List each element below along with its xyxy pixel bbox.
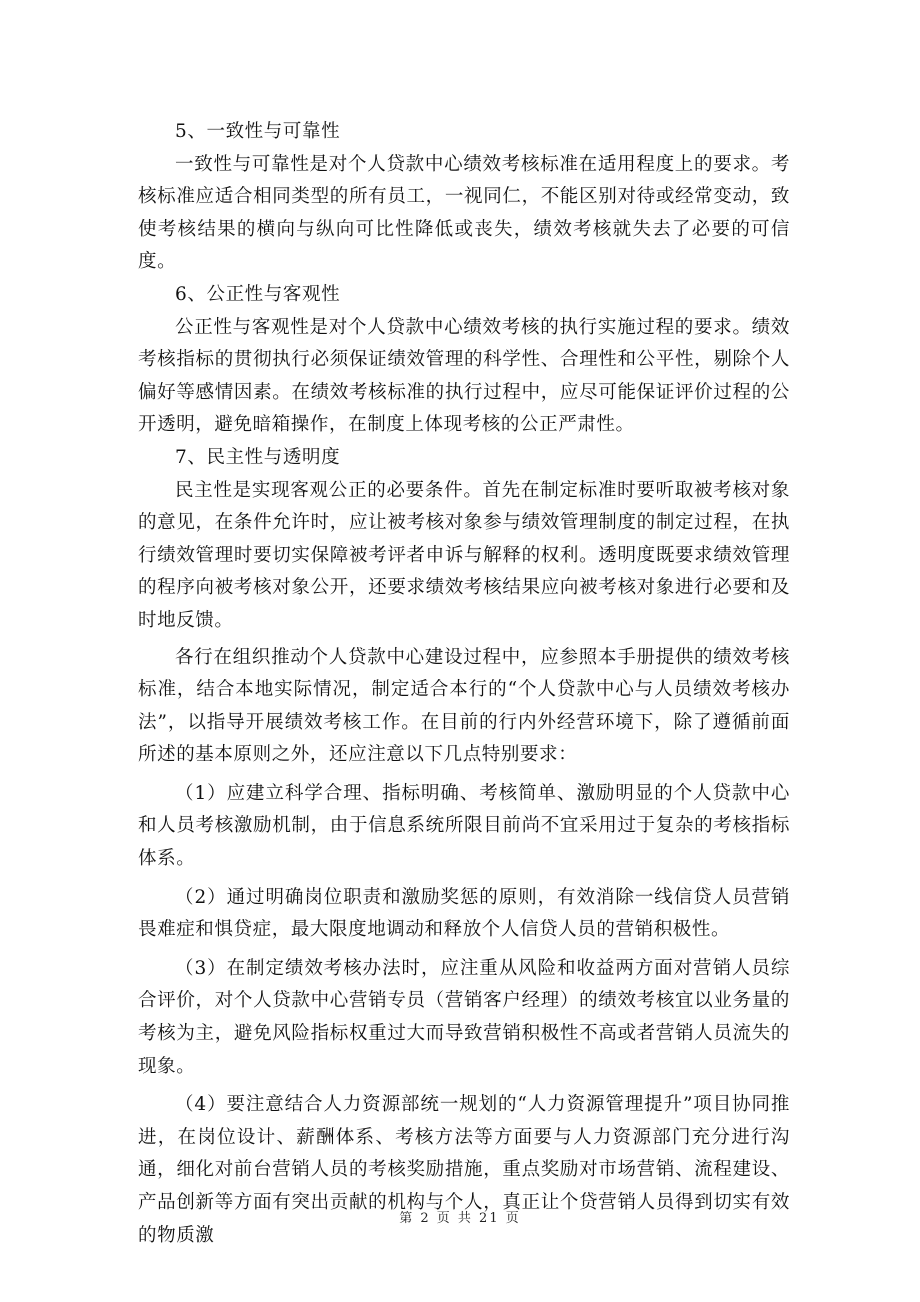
section-body-7: 民主性是实现客观公正的必要条件。首先在制定标准时要听取被考核对象的意见，在条件允许时，应让被考核对象参与绩效管理制度的制定过程，在执行绩效管理时要切实保障被考评者申诉与解释的权利。透明度既要求绩效管理的程序向被考核对象公开，还要求绩效考核结果应向被考核对象进行必要和及时地反馈。 xyxy=(138,479,790,631)
intro-paragraph: 各行在组织推动个人贷款中心建设过程中，应参照本手册提供的绩效考核标准，结合本地实际情况，制定适合本行的“个人贷款中心与人员绩效考核办法”，以指导开展绩效考核工作。在目前的行内外经营环境下，除了遵循前面所述的基本原则之外，还应注意以下几点特别要求： xyxy=(138,646,790,766)
section-heading-7: 7、民主性与透明度 xyxy=(175,446,341,468)
section-heading-6: 6、公正性与客观性 xyxy=(175,283,341,305)
section-body-5: 一致性与可靠性是对个人贷款中心绩效考核标准在适用程度上的要求。考核标准应适合相同类型的所有员工，一视同仁，不能区别对待或经常变动，致使考核结果的横向与纵向可比性降低或丧失，绩效考核就失去了必要的可信度。 xyxy=(138,153,790,273)
requirement-item-4: （4）要注意结合人力资源部统一规划的“人力资源管理提升”项目协同推进，在岗位设计、薪酬体系、考核方法等方面要与人力资源部门充分进行沟通，细化对前台营销人员的考核奖励措施，重点奖励对市场营销、流程建设、产品创新等方面有突出贡献的机构与个人，真正让个贷营销人员得到切实有效的物质激 xyxy=(138,1094,790,1246)
body-text xyxy=(138,116,790,1252)
requirement-item-2: （2）通过明确岗位职责和激励奖惩的原则，有效消除一线信贷人员营销畏难症和惧贷症，最大限度地调动和释放个人信贷人员的营销积极性。 xyxy=(138,886,790,941)
section-body-6: 公正性与客观性是对个人贷款中心绩效考核的执行实施过程的要求。绩效考核指标的贯彻执行必须保证绩效管理的科学性、合理性和公平性，剔除个人偏好等感情因素。在绩效考核标准的执行过程中，应尽可能保证评价过程的公开透明，避免暗箱操作，在制度上体现考核的公正严肃性。 xyxy=(138,316,790,436)
requirement-item-3: （3）在制定绩效考核办法时，应注重从风险和收益两方面对营销人员综合评价，对个人贷款中心营销专员（营销客户经理）的绩效考核宜以业务量的考核为主，避免风险指标权重过大而导致营销积极性不高或者营销人员流失的现象。 xyxy=(138,957,790,1077)
page-footer: 第 2 页 共 21 页 xyxy=(399,1211,521,1226)
section-heading-5: 5、一致性与可靠性 xyxy=(175,121,341,142)
requirement-item-1: （1）应建立科学合理、指标明确、考核简单、激励明显的个人贷款中心和人员考核激励机制，由于信息系统所限目前尚不宜采用过于复杂的考核指标体系。 xyxy=(138,782,790,870)
